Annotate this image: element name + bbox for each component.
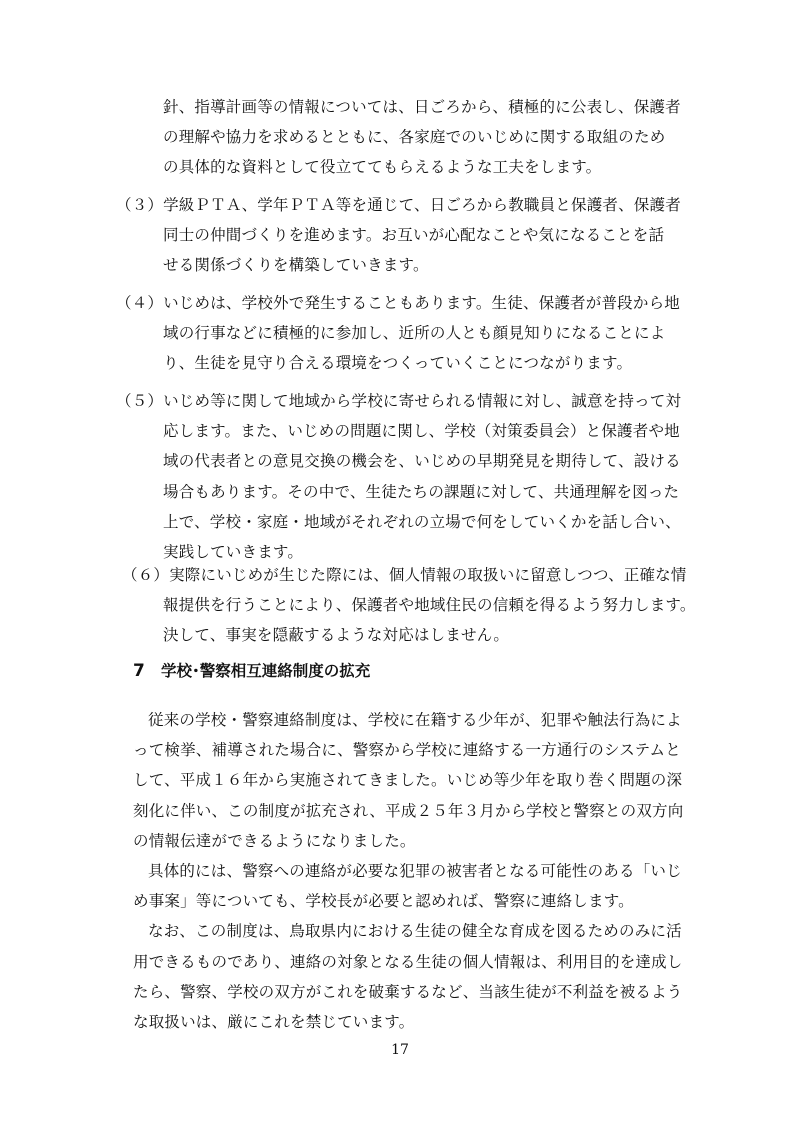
body-line: 従来の学校・警察連絡制度は、学校に在籍する少年が、犯罪や触法行為によ	[148, 711, 682, 729]
body-line: たら、警察、学校の双方がこれを破棄するなど、当該生徒が不利益を被るよう	[133, 982, 683, 1001]
list-item-3-line: 同士の仲間づくりを進めます。お互いが心配なことや気になることを話	[163, 226, 665, 245]
page-number: 17	[391, 1042, 409, 1058]
section-heading	[133, 656, 370, 686]
list-item-4-line: （４）いじめは、学校外で発生することもあります。生徒、保護者が普段から地	[116, 294, 680, 312]
list-item-3-line: せる関係づくりを構築していきます。	[163, 256, 429, 275]
list-item-5-line: （５）いじめ等に関して地域から学校に寄せられる情報に対し、誠意を持って対	[116, 392, 682, 410]
list-item-6-line: 報提供を行うことにより、保護者や地域住民の信頼を得るよう努力します。	[163, 596, 696, 615]
body-line: 刻化に伴い、この制度が拡充され、平成２５年３月から学校と警察との双方向	[133, 801, 684, 820]
body-line: って検挙、補導された場合に、警察から学校に連絡する一方通行のシステムと	[133, 741, 681, 760]
list-item-5-line: 上で、学校・家庭・地域がそれぞれの立場で何をしていくかを話し合い、	[163, 512, 681, 531]
paragraph-line: の理解や協力を求めるとともに、各家庭でのいじめに関する取組のため	[163, 128, 666, 147]
body-line: 用できるものであり、連絡の対象となる生徒の個人情報は、利用目的を達成し	[133, 952, 683, 971]
body-line: なお、この制度は、鳥取県内における生徒の健全な育成を図るためのみに活	[148, 922, 682, 941]
body-line: の情報伝達ができるようになりました。	[133, 831, 416, 850]
list-item-4-line: 域の行事などに積極的に参加し、近所の人とも顔見知りになることによ	[163, 324, 666, 343]
body-line: め事案」等についても、学校長が必要と認めれば、警察に連絡します。	[133, 892, 634, 911]
list-item-5-line: 場合もあります。その中で、生徒たちの課題に対して、共通理解を図った	[163, 482, 680, 501]
list-item-3-line: （３）学級ＰＴＡ、学年ＰＴＡ等を通じて、日ごろから教職員と保護者、保護者	[116, 196, 681, 214]
list-item-5-line: 域の代表者との意見交換の機会を、いじめの早期発見を期待して、設ける	[163, 452, 681, 471]
list-item-5-line: 実践していきます。	[163, 543, 304, 561]
paragraph-line: の具体的な資料として役立ててもらえるような工夫をします。	[163, 158, 602, 177]
list-item-6-line: （６）実際にいじめが生じた際には、個人情報の取扱いに留意しつつ、正確な情	[122, 566, 687, 584]
body-line: な取扱いは、厳にこれを禁じています。	[133, 1013, 415, 1031]
body-line: 具体的には、警察への連絡が必要な犯罪の被害者となる可能性のある「いじ	[148, 862, 682, 880]
paragraph-line: 針、指導計画等の情報については、日ごろから、積極的に公表し、保護者	[163, 98, 681, 116]
section-number: 7	[133, 661, 145, 681]
section-title: 学校･警察相互連絡制度の拡充	[161, 662, 371, 680]
list-item-4-line: り、生徒を見守り合える環境をつくっていくことにつながります。	[163, 354, 633, 373]
list-item-6-line: 決して、事実を隠蔽するような対応はしません。	[163, 626, 510, 645]
list-item-5-line: 応します。また、いじめの問題に関し、学校（対策委員会）と保護者や地	[163, 422, 680, 441]
body-line: して、平成１６年から実施されてきました。いじめ等少年を取り巻く問題の深	[133, 771, 683, 790]
